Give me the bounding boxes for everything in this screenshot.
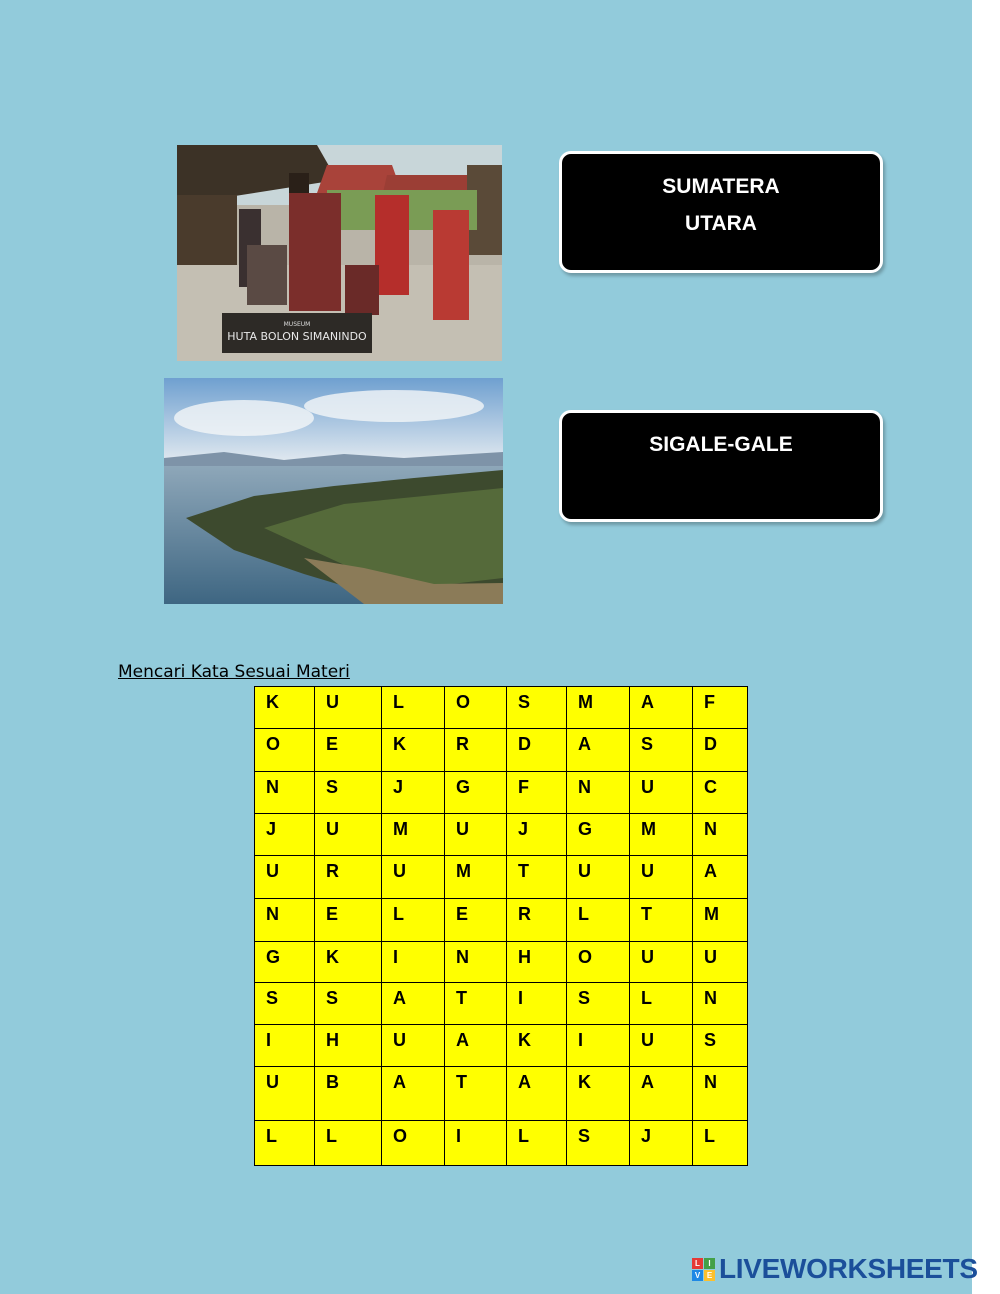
- grid-cell[interactable]: K: [507, 1025, 567, 1067]
- grid-cell[interactable]: A: [630, 687, 693, 729]
- grid-cell[interactable]: O: [567, 942, 630, 983]
- grid-cell[interactable]: I: [255, 1025, 315, 1067]
- grid-cell[interactable]: R: [445, 729, 507, 772]
- grid-row: [255, 772, 748, 814]
- grid-cell[interactable]: O: [445, 687, 507, 729]
- grid-cell[interactable]: U: [315, 687, 382, 729]
- grid-row: [255, 1067, 748, 1121]
- grid-cell[interactable]: U: [567, 856, 630, 899]
- logo-letter: I: [704, 1258, 715, 1269]
- grid-cell[interactable]: U: [382, 856, 445, 899]
- grid-cell[interactable]: A: [693, 856, 748, 899]
- grid-cell[interactable]: T: [445, 1067, 507, 1121]
- grid-cell[interactable]: A: [382, 1067, 445, 1121]
- grid-cell[interactable]: O: [382, 1121, 445, 1166]
- museum-sign: HUTA BOLON SIMANINDO: [227, 330, 367, 343]
- grid-cell[interactable]: N: [255, 899, 315, 942]
- liveworksheets-logo: [692, 1252, 978, 1286]
- grid-cell[interactable]: D: [507, 729, 567, 772]
- grid-row: [255, 983, 748, 1025]
- grid-cell[interactable]: S: [507, 687, 567, 729]
- grid-cell[interactable]: K: [382, 729, 445, 772]
- grid-row: [255, 942, 748, 983]
- grid-cell[interactable]: L: [315, 1121, 382, 1166]
- grid-row: [255, 729, 748, 772]
- grid-cell[interactable]: I: [567, 1025, 630, 1067]
- grid-cell[interactable]: C: [693, 772, 748, 814]
- grid-cell[interactable]: S: [255, 983, 315, 1025]
- grid-cell[interactable]: N: [693, 814, 748, 856]
- grid-cell[interactable]: U: [693, 942, 748, 983]
- grid-cell[interactable]: E: [315, 729, 382, 772]
- grid-cell[interactable]: M: [567, 687, 630, 729]
- label-box-sigale-gale: [559, 410, 883, 522]
- grid-cell[interactable]: L: [507, 1121, 567, 1166]
- grid-cell[interactable]: S: [630, 729, 693, 772]
- grid-row: [255, 1025, 748, 1067]
- grid-cell[interactable]: L: [693, 1121, 748, 1166]
- grid-cell[interactable]: U: [630, 856, 693, 899]
- grid-cell[interactable]: L: [567, 899, 630, 942]
- grid-cell[interactable]: A: [567, 729, 630, 772]
- logo-letter: L: [692, 1258, 703, 1269]
- grid-cell[interactable]: D: [693, 729, 748, 772]
- grid-cell[interactable]: L: [382, 899, 445, 942]
- grid-cell[interactable]: U: [382, 1025, 445, 1067]
- grid-cell[interactable]: K: [567, 1067, 630, 1121]
- grid-cell[interactable]: J: [630, 1121, 693, 1166]
- grid-cell[interactable]: F: [507, 772, 567, 814]
- grid-row: [255, 1121, 748, 1166]
- grid-cell[interactable]: U: [255, 1067, 315, 1121]
- grid-cell[interactable]: A: [445, 1025, 507, 1067]
- grid-cell[interactable]: U: [445, 814, 507, 856]
- section-title: Mencari Kata Sesuai Materi: [118, 662, 350, 682]
- grid-cell[interactable]: T: [445, 983, 507, 1025]
- liveworksheets-wordmark: LIVEWORKSHEETS: [719, 1253, 978, 1284]
- label-line: UTARA: [685, 212, 757, 235]
- grid-cell[interactable]: M: [693, 899, 748, 942]
- grid-cell[interactable]: G: [255, 942, 315, 983]
- museum-sign-small: MUSEUM: [283, 321, 311, 328]
- logo-letter: V: [692, 1270, 703, 1281]
- grid-row: [255, 687, 748, 729]
- grid-cell[interactable]: S: [567, 983, 630, 1025]
- grid-cell[interactable]: M: [445, 856, 507, 899]
- grid-cell[interactable]: U: [315, 814, 382, 856]
- grid-cell[interactable]: R: [315, 856, 382, 899]
- grid-cell[interactable]: G: [567, 814, 630, 856]
- grid-cell[interactable]: E: [445, 899, 507, 942]
- grid-cell[interactable]: N: [693, 983, 748, 1025]
- grid-cell[interactable]: E: [315, 899, 382, 942]
- grid-cell[interactable]: A: [630, 1067, 693, 1121]
- grid-cell[interactable]: R: [507, 899, 567, 942]
- grid-row: [255, 899, 748, 942]
- photo-lake-landscape: [164, 378, 503, 604]
- grid-cell[interactable]: U: [630, 772, 693, 814]
- grid-cell[interactable]: A: [382, 983, 445, 1025]
- grid-cell[interactable]: M: [382, 814, 445, 856]
- grid-row: [255, 814, 748, 856]
- grid-cell[interactable]: N: [445, 942, 507, 983]
- photo-traditional-dancers: [177, 145, 502, 361]
- grid-cell[interactable]: L: [255, 1121, 315, 1166]
- grid-cell[interactable]: S: [315, 983, 382, 1025]
- grid-cell[interactable]: B: [315, 1067, 382, 1121]
- grid-cell[interactable]: U: [255, 856, 315, 899]
- grid-cell[interactable]: L: [382, 687, 445, 729]
- grid-cell[interactable]: J: [382, 772, 445, 814]
- grid-cell[interactable]: U: [630, 942, 693, 983]
- liveworksheets-logo-icon: [692, 1258, 715, 1281]
- grid-cell[interactable]: N: [567, 772, 630, 814]
- grid-cell[interactable]: T: [507, 856, 567, 899]
- grid-cell[interactable]: O: [255, 729, 315, 772]
- grid-cell[interactable]: H: [507, 942, 567, 983]
- grid-cell[interactable]: K: [315, 942, 382, 983]
- grid-cell[interactable]: M: [630, 814, 693, 856]
- grid-cell[interactable]: N: [255, 772, 315, 814]
- grid-row: [255, 856, 748, 899]
- grid-cell[interactable]: F: [693, 687, 748, 729]
- grid-cell[interactable]: A: [507, 1067, 567, 1121]
- label-box-sumatera-utara: [559, 151, 883, 273]
- grid-cell[interactable]: U: [630, 1025, 693, 1067]
- logo-letter: E: [704, 1270, 715, 1281]
- grid-cell[interactable]: G: [445, 772, 507, 814]
- grid-cell[interactable]: S: [693, 1025, 748, 1067]
- grid-cell[interactable]: S: [567, 1121, 630, 1166]
- grid-cell[interactable]: I: [382, 942, 445, 983]
- label-line: SIGALE-GALE: [649, 433, 793, 456]
- word-search-grid: [254, 686, 748, 1166]
- grid-cell[interactable]: J: [255, 814, 315, 856]
- grid-cell[interactable]: K: [255, 687, 315, 729]
- grid-cell[interactable]: J: [507, 814, 567, 856]
- label-line: SUMATERA: [662, 175, 780, 198]
- grid-cell[interactable]: L: [630, 983, 693, 1025]
- grid-cell[interactable]: I: [507, 983, 567, 1025]
- grid-cell[interactable]: S: [315, 772, 382, 814]
- grid-cell[interactable]: N: [693, 1067, 748, 1121]
- grid-cell[interactable]: H: [315, 1025, 382, 1067]
- grid-cell[interactable]: T: [630, 899, 693, 942]
- grid-cell[interactable]: I: [445, 1121, 507, 1166]
